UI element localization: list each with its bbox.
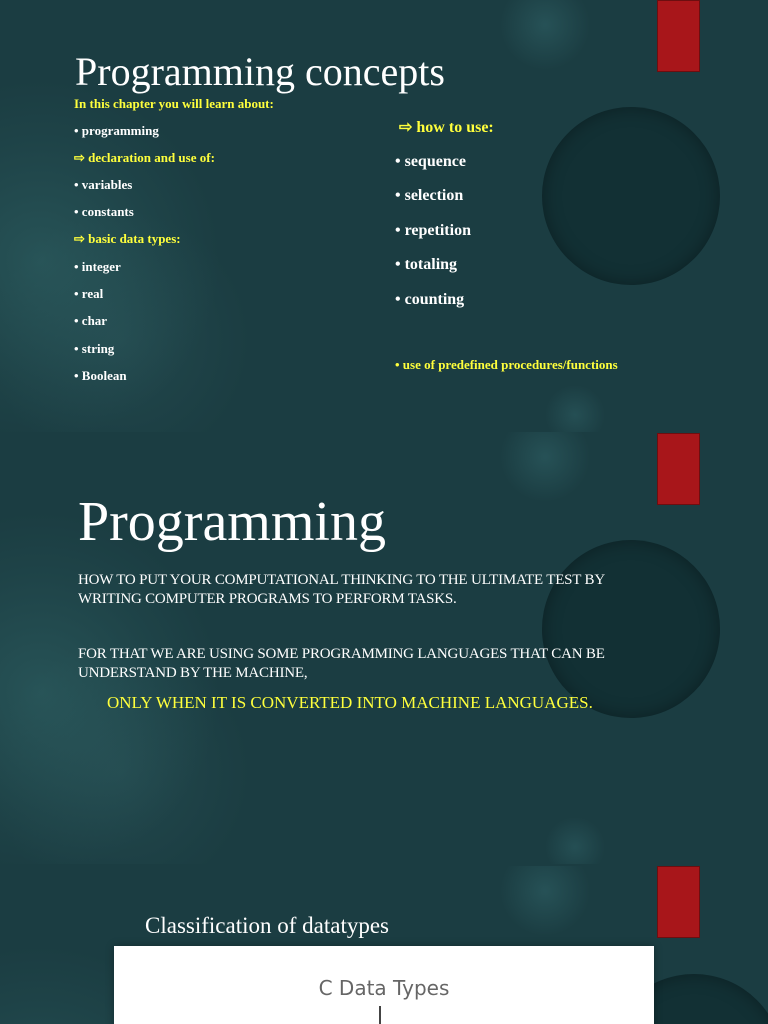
left-list-item: • variables xyxy=(74,177,133,192)
slide-title: Programming xyxy=(78,491,386,553)
left-list-item: • string xyxy=(74,341,115,356)
highlight-text: ONLY WHEN IT IS CONVERTED INTO MACHINE LANGUAGES. xyxy=(107,693,593,712)
right-list-item: • counting xyxy=(395,291,465,308)
left-list-item: • integer xyxy=(74,259,121,274)
left-list-item: • real xyxy=(74,286,104,301)
right-footer: • use of predefined procedures/functions xyxy=(395,357,618,372)
paragraph-1: HOW TO PUT YOUR COMPUTATIONAL THINKING TO THE ULTIMATE TEST BY WRITING COMPUTER PROGRAMS TO PERFORM TASKS. xyxy=(78,572,605,607)
right-list-item: • selection xyxy=(395,187,464,204)
left-list-item: ⇨ basic data types: xyxy=(74,231,181,246)
right-list-item: • sequence xyxy=(395,153,466,170)
red-accent-bar xyxy=(657,433,700,505)
decorative-circle xyxy=(542,107,720,285)
data-types-diagram-panel xyxy=(114,946,654,1024)
slide-programming xyxy=(0,432,768,864)
left-list-item: • constants xyxy=(74,204,134,219)
panel-heading: C Data Types xyxy=(318,976,450,1000)
red-accent-bar xyxy=(657,866,700,938)
right-list-item: • totaling xyxy=(395,256,458,273)
slide-title: Programming concepts xyxy=(75,49,445,94)
right-heading: ⇨ how to use: xyxy=(399,119,494,136)
slide-title: Classification of datatypes xyxy=(145,913,389,938)
left-list-item: • Boolean xyxy=(74,368,127,383)
paragraph-2: FOR THAT WE ARE USING SOME PROGRAMMING LANGUAGES THAT CAN BE UNDERSTAND BY THE MACHINE, xyxy=(78,646,605,681)
decorative-circle xyxy=(542,540,720,718)
left-list-item: • programming xyxy=(74,123,159,138)
intro-text: In this chapter you will learn about: xyxy=(74,96,274,111)
left-list-item: • char xyxy=(74,313,108,328)
slide-classification xyxy=(0,866,768,1024)
right-list-item: • repetition xyxy=(395,222,471,239)
slide-programming-concepts xyxy=(0,0,768,432)
red-accent-bar xyxy=(657,0,700,72)
diagram-connector-line xyxy=(379,1006,381,1024)
left-list-item: ⇨ declaration and use of: xyxy=(74,150,215,165)
